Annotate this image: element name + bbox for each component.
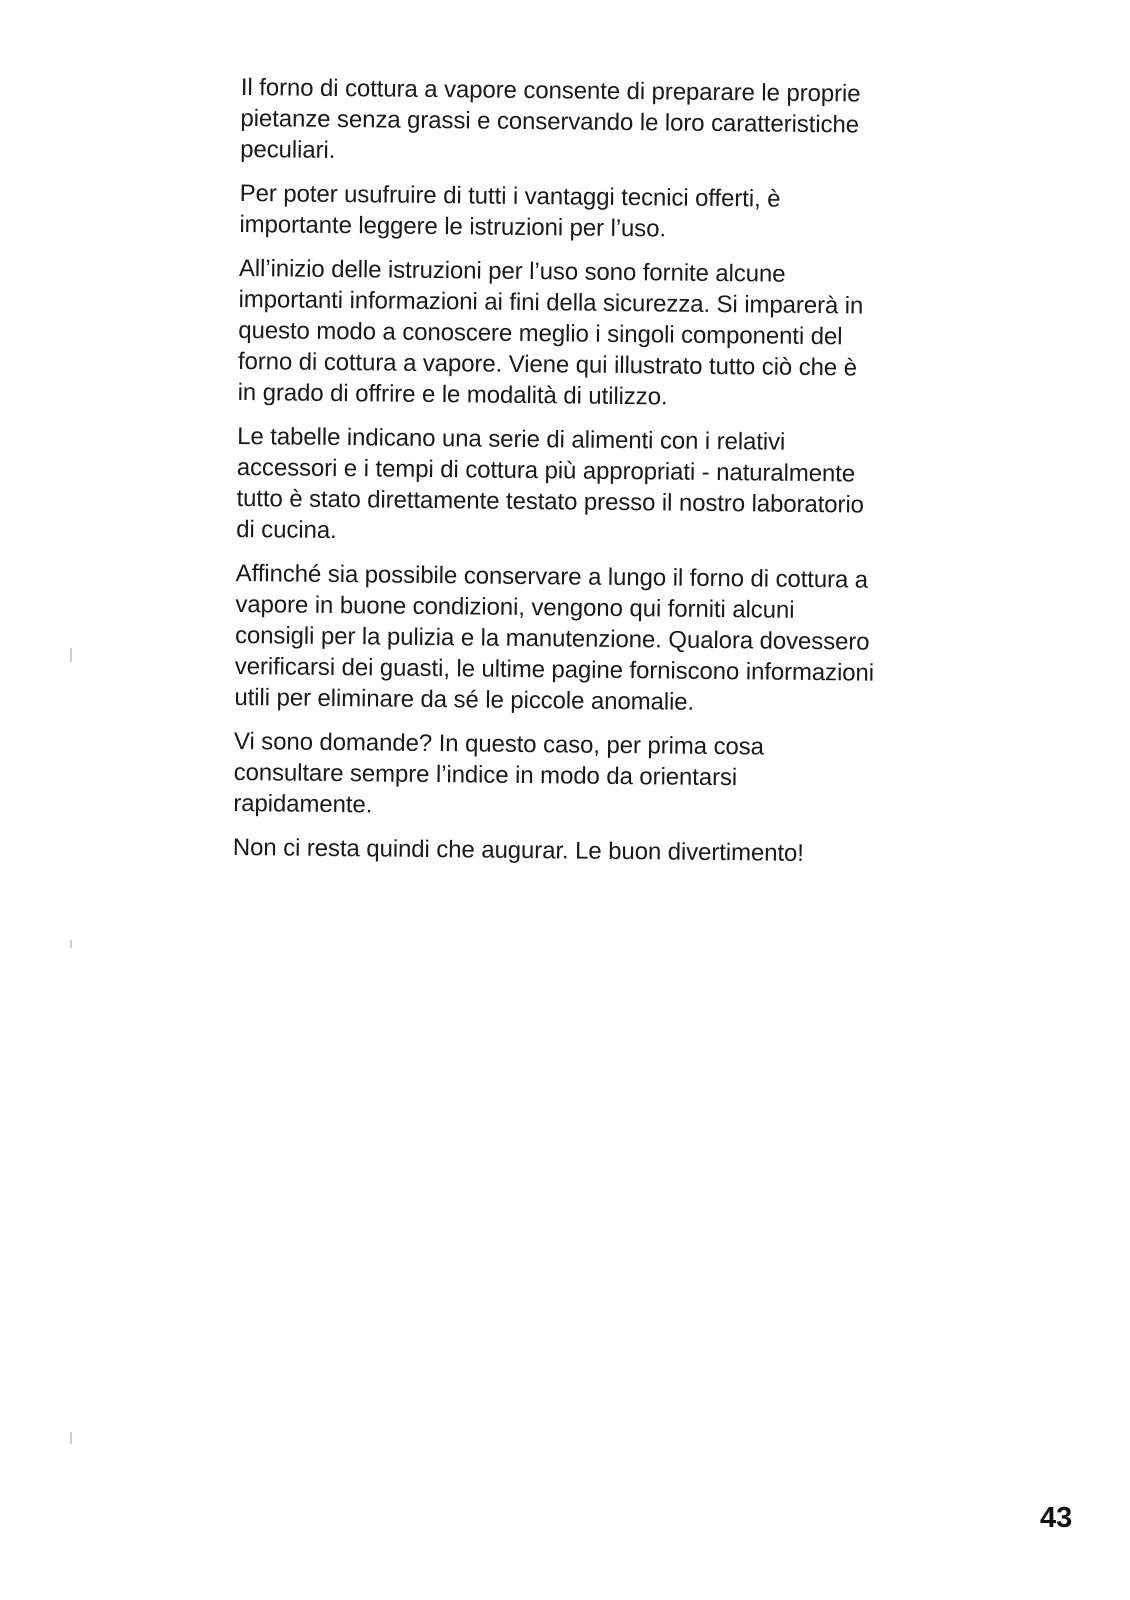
scan-mark [70, 940, 72, 948]
paragraph-questions: Vi sono domande? In questo caso, per prima cosa consultare sempre l’indice in modo da orientarsi rapidamente. [233, 727, 764, 819]
scan-mark [70, 648, 72, 662]
paragraph-tables: Le tabelle indicano una serie di alimenti con i relativi accessori e i tempi di cottura più appropriati - naturalmente tutto è stato direttamente testato presso il nostro laboratorio di cucina. [236, 422, 865, 545]
paragraph-instructions: Per poter usufruire di tutti i vantaggi tecnici offerti, è importante leggere le istruzioni per l’uso. [239, 179, 781, 243]
paragraph-maintenance: Affinché sia possibile conservare a lungo il forno di cottura a vapore in buone condizioni, vengono qui forniti alcuni consigli per la pulizia e la manutenzione. Qualora dovessero verificarsi dei guasti, le ultime pagine forniscono informazioni utili per eliminare da sé le piccole anomalie. [234, 559, 875, 716]
body-text [233, 72, 941, 883]
paragraph-safety: All’inizio delle istruzioni per l’uso sono fornite alcune importanti informazioni ai fini della sicurezza. Si imparerà in questo modo a conoscere meglio i singoli componenti del forno di cottura a vapore. Viene qui illustrato tutto ciò che è in grado di offrire e le modalità di utilizzo. [237, 254, 864, 411]
paragraph-closing: Non ci resta quindi che augurar. Le buon divertimento! [232, 833, 804, 867]
paragraph-intro: Il forno di cottura a vapore consente di preparare le proprie pietanze senza grassi e conservando le loro caratteristiche peculiari. [240, 73, 861, 164]
scan-mark [70, 1432, 72, 1444]
page-number: 43 [1040, 1502, 1073, 1534]
